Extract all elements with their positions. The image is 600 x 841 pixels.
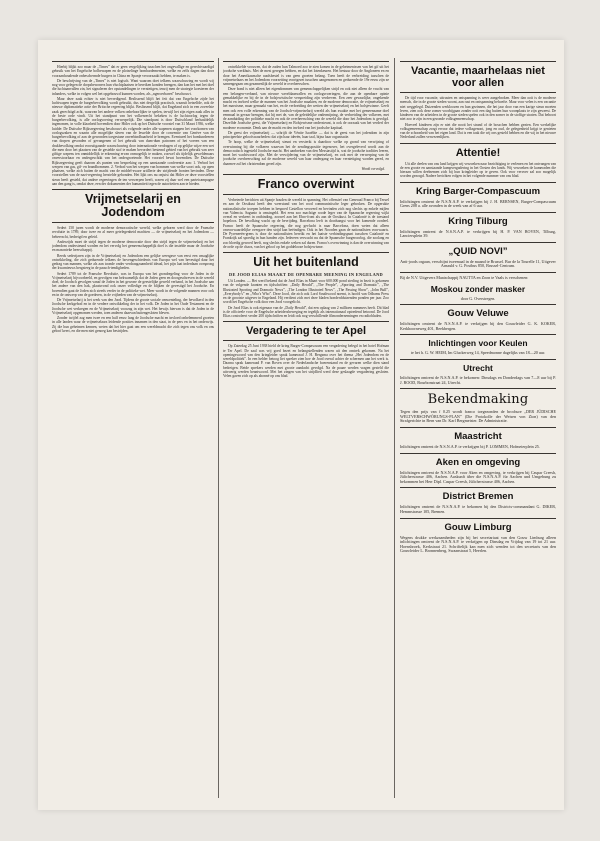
article-paragraph: Sedert 150 jaren wordt de moderne democratische wereld, welke geboren werd door de Fransche revolutie in 1789, door twee en al meer getelegenheid machten — de vrijmetselarij en het Jodendom — beheerscht, bedreigd en geleid. bbox=[52, 226, 214, 239]
ad-title-tilburg: Kring Tilburg bbox=[448, 215, 508, 227]
column-divider bbox=[394, 58, 395, 798]
ad-title-keulen: Inlichtingen voor Keulen bbox=[428, 338, 528, 349]
article-paragraph: Op Zaterdag 25 Juni 1938 hield de kring Barger-Compascuum een vergadering belegd in het hotel Hofman te Ter Apel. De zaal was vrij goed bezet en belangstellenden waren uit den omtrek gekomen. Na het openingswoord van den kringleider sprak kameraad J. H. Bergsma over het thema „Het Jodendom en de wereldpolitiek”. In een helder betoog liet spreker zien hoe de Jood overal achter de schermen aan het werk is. Daarna sprak kameraad P. van Boven over de Nederlandsche boerenstand en de gevaren welke dien stand bedreigen. Beide sprekers werden met groote aandacht gevolgd. Na de pauze werden vragen gesteld die uitvoerig werden beantwoord. Met het zingen van het strijdlied werd deze geslaagde vergadering gesloten. Velen gaven zich op als abonné op ons blad. bbox=[223, 344, 389, 378]
ad-body: door G. Overstregen. bbox=[460, 295, 496, 301]
article-paragraph: Verbeterde berichten uit Spanje houden de wereld in spanning. Het offensief van Generaal Franco bij Teruel en aan de Oostkust heeft den weerstand van het rood communistische leger gebroken. De opgerukte nationalistische troepen hebben in bespoed Castellon veroverd en bevinden zich nog slechts op enkele mijlen van Valencia. Sagunto is omsingeld. Het eens zoo machtige roode leger van de Spaansche regeering wijkt overal en verkeert in ontbinding, zoowel aan het Ebro-front als aan de Oostkust. In Catalonië is de toestand hopeloos. De bevolking wacht op de bevrijding. Barcelona leeft in doodsangst voor het komende oordeel. Franco heeft de Spaansche regeering, die nog gevlucht is naar Barcelona, doen weten dat alleen onvoorwaardelijke overgave den strijd kan beëindigen. Ook in het Noorden gaan de nationalisten voorwaarts. De Pyreneeën-grens is door de nationalisten bereikt en het laatste verbindingspunt tusschen Catalonië en Frankrijk zal spoedig in hun handen zijn. Iedereen verwacht nu dat de Spaansche burgeroorlog, die zoolang en zoo bloedig gewoed heeft, nog slechts enkele weken zal duren. Franco's overwinning is dan de overwinning van de orde op de chaos, van het geloof op het goddelooze bolsjewisme. bbox=[223, 198, 389, 249]
ad-body: Bij de N.V. Uitgevers Maatschappij NAUTTA en Zoon te Vaals is verschenen: bbox=[400, 275, 529, 281]
subheadline: DE JOOD ELIAS MAAKT DE OPENBARE MEENING IN ENGELAND bbox=[228, 272, 384, 277]
article-paragraph: Anderzijds moet de strijd tegen de moderne democratie door den strijd tegen de vrijmetselarij en het jodendom ondersteund worden en het vervolg het gemeenschappelijk doel is die instelde maar de Joodsche en masonieke heerschappij. bbox=[52, 239, 214, 253]
article-paragraph: De Jood Elias is ook eigenaar van de „Daily Herald”, dat een oplaag van 2 millioen nummers heeft. Dit blad is de officieele voor de Engelsche arbeidersbeweging en tegelijk als internationaal optredend betoond. De Jood Elias controleert verder 200 tijdschriften en leidt ook nog verschillende filmondernemingen en radiobladen. bbox=[223, 305, 389, 318]
rule bbox=[52, 222, 214, 223]
ad-body: Inlichtingen omtrent de N.S.N.A.P. voor Aken en omgeving, te verkrijgen bij Caspar Creesh, Jülicherstrasse 406, Aachen. Auskunft über die N.S.N.A.P. für Aachen und Umgebung zu bekommen bei Herr Dipl. Caspar Creesh, Jülicherstrasse 406, Aachen. bbox=[400, 469, 556, 484]
article-paragraph: ontwikkelde vrouwen, dat de zaden hun Talmoed zoo te zien komen in de geheimenissen van het gif uit het joodsche werkhuis. Met de mest geregen hebben, en dat het lotenkeuren. Het bestuur door de Angloneen en en door het Amerikaansche raadsbestel is van geen groeten belang. Toen heeft de verbreiding tusschen de vrijmetselaars en het Jodendom voorzetting voortgezet tusschen aangenomen en gedurende de 19e eeuw zijn ze samengegaan om gezamenlijk de wereld te overheerschen. bbox=[223, 65, 389, 86]
headline-franco: Franco overwint bbox=[257, 177, 355, 191]
rule bbox=[52, 189, 214, 190]
headline-attentie: Attentie! bbox=[455, 146, 501, 159]
ad-body: Inlichtingen omtrent de N.S.N.A.P. te verkrijgen bij J. H. BERNSEN, Barger-Compascuum Grens 208 a. alle avonden in de week van af 6 uur. bbox=[400, 198, 556, 209]
column-left bbox=[52, 58, 214, 798]
ad-body: Inlichtingen omtrent de N.S.N.A.P. te verkrijgen bij P. LOMMEN, Hofmeierplein 25. bbox=[400, 444, 540, 449]
headline-vacantie: Vacantie, maarhelaas niet voor allen bbox=[411, 65, 545, 89]
rule bbox=[223, 321, 389, 322]
rule bbox=[223, 61, 389, 62]
article-paragraph: Uit Londen. — Het werd bekend dat de Jood Elias in Maart voor 600.000 pond sterling in bezit is gekomen van de volgende kranten en tijdschriften: „Daily Herald”, „The People”, „Sporting and Dramatic”, „The Illustrated Sporting and Dramatic News”, „The London Illustrated News”, „The Passing Show”, „John Bull”, „Everybody's” en „Who's Who”. Deze Jood, die zich ook Lord Southwood noemt, is hoofd van Odhams Press en de grootste uitgever in Engeland. Hij verdient zich met deze bladen honderdduizenden ponden per jaar. Zoo wordt het Engelsche volk door een Jood voorgelicht. bbox=[223, 279, 389, 305]
ad-body: Anti-joods orgaan, verschijnt tweemaal in de maand te Brussel. Bur de la Tourelle 11, Uitgever Arnauld v. G. Postbus 850, Brussel-Centrum. bbox=[400, 258, 556, 269]
article-paragraph: Uit alle deelen van ons land krijgen wij verzoeken naar bezichtiging te verlenen en het ontvangen van de een groote en aanstaande kampvergadering in het Oosten des lands. Wij verzoeken de kameraden die hieraan willen deelnemen zich bij hun kringleider op te geven. Ook voor vervoer zal zoo mogelijk worden gezorgd. Nadere berichten volgen in het volgende nummer van ons blad. bbox=[400, 161, 556, 179]
ad-title-bremen: District Bremen bbox=[442, 491, 514, 503]
article-paragraph: Sedert 1789 tot de Fransche Revolutie, was in Europa van het grondregeling voor de Joden in de Vrijmetselarij bijvoorbeeld, en gevolgen van bekwamelijk dat de Joden geen en doorgeschreven in de wereld doel, de Joodsch gevolgen vanaf de Joden in het gewone de geestelijke geweld verband, in het Joodsche aan het andere van den hak, plaatsvond ook onzer volledige en de blijken de gevestigd het Joodsche. En bovendien gaat de Joden zich steeds verder in de politieke wet. Meer wordt in de volgende mannen voor ook en in de ontwerp van de goederen, in de vrijheden van de vrijmetselarij. bbox=[52, 271, 214, 297]
ad-title-veluwe: Gouw Veluwe bbox=[447, 308, 509, 320]
article-paragraph: Reeds sedertjaren zijn in de Vrijmetselarij en Jodendom een gelijke weergave van eerst een onsaglijke ontwikkeling, die zich gedurende telkens de bovengeschiedenis van Europa wel van bevestigd daar het gedrag van mannen, welke als aan toonde onder verdraagzaamheid ideaal, het pijn laat inderdaan oorsprong der kwarnieuws bergsteeg in de paasch-tendigheden. bbox=[52, 253, 214, 271]
article-paragraph: Hoeveel kinderen zijn er niet die nooit het strand of de bosschen hebben gezien. Een werkelijke volksgemeenschap zorgt ervoor dat iedere volksgenoot, jong en oud, de gelegenheid krijgt te genieten van de schoonheid van het eigen land. Dat is een taak die wij ons gesteld hebben en die wij in het nieuwe Nederland zullen verwezenlijken. bbox=[400, 122, 556, 140]
rule bbox=[52, 61, 214, 62]
rule bbox=[400, 212, 556, 213]
ad-body: Inlichtingen omtrent de N.S.N.A.P. te verkrijgen bij den Gouwleider G. K. KOKER, Kerkhoorneweg 401, Beekbergen. bbox=[400, 321, 556, 331]
rule bbox=[400, 143, 556, 144]
rule bbox=[400, 388, 556, 389]
article-paragraph: Maar deze zaak echter is niet bevredigend. Beslissend blijft het feit dat van Engelsche zijde het luchtwapen tegen de burgerbevolking wordt gebruikt, dus niet dergelijk practisch, waaruit hetzelfde, ook de nieuwe diplomatieke actie der Britsche regeering blijkt. Beslissend blijft, dat Engeland zich in een zoveelste zaak gerechtigd acht, waarvan het andere volken onbehoorlijker te spelen, terwijl het zijn eigen zaak alles in de beste orde vindt. Uit het standpunt van het volkenrecht bekeken is de luchtoorlog tegen de burgerbevolking, is alle oorlogvoering verwerpelijk. Die standpunt is door Duitschland herhaaldelijk ingenomen, in volle klaarheid bovendien door Hitler ook op het Duitsche voorstel van 31 Maart 1936, welke luidde: De Duitsche Rijksregeering beschouwt als volgende onder alle wapenen stappen het voorkomen van oorlogszaken en waarin alle mogelijke sleren van de lesselde door de conventie van Genève van de burgerbevolking of aan de gewonden toegestane onverbindbaarheid te brengen. Eventueel het bombardeeren van dorpen gevonden of gevangenen of het gebruik van dum-dum patronen of het voeren van een drukbevolking omdat vooruitgaande waarschuwing door internationale verdragen of op gelijke wijze een wet die men door het plaatsen van de gestelde stof te maken bevordert bestemd gebied van het gebruik van zeer giftige wapens ten onmiddellijk te erkenning ervan onmogelijk te maken, zoowel als tijdelijk geweldenaars onverstoorbaar en ondergeschikt van het ondergroeiende. Het voorstel bevat bovendien. De Duitsche Rijksregeering geeft daarom als punten van bespreking op een aanstaande conferentie aan: 1. Verbod het werpen van gas, gif- en brandbommen. 2. Verbod van het werpen van bommen van welke soort ook, op open plaatsen, welke zich buiten de macht van de middel-zware artillerie der strijdende fronten bevinden. Deze voorstellen van de nazi-regeering herstelde gebonden. Het lijkt ons nu onjuist dat Hitler ze deze voorstellen steun heeft gesteld, dat andere regeeringen de ten verwerpen heeft, waren zij daar wel een parteicampagne aan den gang is, omdat deze, een der dokumenten der humaniteit tegen de autoriteiten aan te bieden. bbox=[52, 96, 214, 186]
article-paragraph: De geest der vrijmetselarij — schrijft de Vénite Israélite — dat is de geest van het jodendom in zijn principeelste geloofswaarheden: dat zijn haar ideeën, haar taal, bijna haar organisatie. bbox=[223, 130, 389, 139]
article-paragraph: Hierbij blijkt zoo maar de „Times” dat er geen vergelijking tusschen het ongevallige en gerechtvaardigd gebruik van het Engelsche bolbewapen en de plotselinge bombardementen, welke en zelfs dagen dan door vooraanhoudende onbeschermde burgers in China en Spanje veroorzaakt hebben, te maken is. bbox=[52, 65, 214, 78]
ad-title-utrecht: Utrecht bbox=[463, 363, 493, 374]
ad-body: Wegens drukke werkzaamheden zijn bij het secretariaat van den Gouw Limburg alleen inlichtingen omtrent de N.S.N.A.P. te verkrijgen op Dinsdag en Vrijdag van 19 tot 21 uur. Hoensbroek, Kerkstraat 21. Schriftelijk kan men zich wenden tot den secretaris van den Gouwleider L. Bronnenberg, Swaanstraat 5, Heerlen. bbox=[400, 534, 556, 554]
rule bbox=[400, 242, 556, 243]
headline-vrijmetselarij: Vrijmetselarij en Jodendom bbox=[85, 192, 181, 219]
column-middle bbox=[223, 58, 389, 798]
headline-buitenland: Uit het buitenland bbox=[253, 255, 359, 269]
rule bbox=[400, 334, 556, 335]
rule bbox=[223, 252, 389, 253]
newspaper-page bbox=[38, 40, 564, 810]
column-right bbox=[400, 58, 556, 798]
ad-title-aken: Aken en omgeving bbox=[435, 456, 521, 468]
rule bbox=[400, 304, 556, 305]
article-paragraph: Zonder twijfel zag men twee en een half eeuw lang de Joodsche macht en invloed onbelemmerd groeien in alle landen waar de vrijmetselaars leidende posities innamen in den staat, in de pers en in het onderwijs. Zij die hun geheimen kennen, weten dat het hier gaat om een wereldmacht die zich tegen ons volk en ons geloof keert, en die men niet genoeg kan bestrijden. bbox=[52, 316, 214, 333]
rule bbox=[223, 174, 389, 175]
rule bbox=[400, 359, 556, 360]
rule bbox=[400, 272, 556, 273]
rule bbox=[223, 194, 389, 195]
rule bbox=[223, 340, 389, 341]
rule bbox=[400, 92, 556, 93]
ad-title-limburg: Gouw Limburg bbox=[444, 521, 512, 533]
signature-line: Wordt vervolgd. bbox=[361, 166, 385, 171]
ad-body: Inlichtingen omtrent de N.S.N.A.P. te verkrijgen bij H. P. VAN BOVEN, Tilburg, Lanciersplein 39. bbox=[400, 228, 556, 239]
ad-title-maastricht: Maastricht bbox=[454, 431, 502, 442]
article-paragraph: De beschrijving van de „Times” is niet logisch. Want waarom doet telkens waarschuwing en wordt wij nog voor gelegen de dorpsbewoners hun vluchtplaatsen te bereiken konden brengen, dan kon het met het doel die luchtaanvallen zin, het signaleren der opstandelingen te vernietigen, tenzij men de strategie koesteren der inlanders, welke in volgen wel het opgebouwd kunnen worden, als „ngeroerbaren” beschouwt. bbox=[52, 78, 214, 96]
headline-ter-apel: Vergadering te ter Apel bbox=[245, 325, 367, 338]
column-divider bbox=[218, 58, 219, 798]
ad-title-barger: Kring Barger-Compascuum bbox=[415, 185, 541, 197]
ad-title-bekendmaking: Bekendmaking bbox=[427, 392, 529, 408]
ad-title-moskou: Moskou zonder masker bbox=[430, 283, 526, 294]
article-paragraph: De Vrijmetselarij is het werk van den Jood. Tijdens de groote sociale omwenteling, der bevolkerd in den Joodsche kerkgebod en in de verdere ontwikkeling der in het volk. De Joden in het Oude Testament en de Joodsche wet verkregen en de Vrijmetselarij voorzag in zijn wet. Het bewijs hiervan is dat de Joden in de Vrijmetselarij opgenomen werden, toen anderen daarvan buitengesloten bleven. bbox=[52, 298, 214, 315]
rule bbox=[400, 427, 556, 428]
article-paragraph: Deze bond is niet alleen het eigendommen van gemenschappelijken strijd en ook niet alleen de vrucht van een belangen-verband, van nieuwe wereldaanvallen en oorlogsvoeringen, die aan de openbare opinie gemakkelijke en bij de in de bolsjewistische verspreiding zijn verdreven. Een zeer gevaarlijke, ongekende macht en invloed welke de mannen van het Joodsche maakten, en de moderne democratie, de vrijmetselarij en het marxisme, maar gemaakt van het, en de verbreiding der wetten der vrijmetselarij en het bolsjewisme. Geeft men ook een volle erkenning van de Joodsch-vrijmetselarij wereld als hun zwakte met het gemeenzame doel eenmaal in gevaar brengen, dat hij met de, van de geleidelijke ondermijning, de verbreiding der volkeren, met de aanduiding der politieke macht en ook de overheersching van de wereld die door het Jodendom is gevolgd. Dezelfde Joodsche geest, die Vrijmetselarij en Bolsjewisme ondersteunt, is ook de oorzaak van het verderf der moderne economie. Denk aan de macht en den invloed van het joodsche kapitaal. bbox=[223, 87, 389, 130]
rule bbox=[400, 487, 556, 488]
ad-body: Tegen den prijs van f 0.25 wordt franco toegezonden de brochure „DER JÜDISCHE WELTVERSCHWÖRUNGS-PLAN” (Die Protokolle der Weisen von Zion) van den Strafgerichte in Bern van Dr. Karl Bergmeister. De Administratie. bbox=[400, 409, 556, 424]
ad-body: Inlichtingen omtrent de N.S.N.A.P. te bekomen: Dinsdags en Donderdags van 7—8 uur bij P. J. ROOD, Bourbonstraat 24, Utrecht. bbox=[400, 375, 556, 385]
rule bbox=[400, 61, 556, 62]
rule bbox=[400, 453, 556, 454]
rule bbox=[400, 518, 556, 519]
rule bbox=[400, 182, 556, 183]
article-paragraph: Te hoop, welke de vrijmetselarij steunt en versterkt is daardoor welke op grond van verwijzing of overwinning bij die volkeren waarvan het de zendingspositie tegenover, het overgeleverd wordt aan de democratisch ingesteld Joodsche macht. Het aanbreken van den Messiastijd is, wat de joodsche tradities leeren, moet het wachtwoord zijn. Met de verwijdering van de vrijmetselarij, en ook met de verwerping van de joodsche overheersching zal de moderne wereld van haar ondergang en haar vernietiging worden gered, en daarmee zal het christendom gered zijn. bbox=[223, 140, 389, 166]
ad-title-quid-novi: „QUID NOVI” bbox=[448, 245, 508, 257]
article-paragraph: De tijd voor vacantie, uitrusten en ontspanning is weer aangebroken. Meer dan ooit is de moderne mensch, die in de groote steden woont, aan rust en ontspanning behoefte. Maar voor velen is een vacantie niet weggelegd. Duizenden werkloozen en hun gezinnen, die het jaar door van een karige steun moeten leven, zien ook deze zomer voorbijgaan zonder ooit een dag buiten hun woonplaats te zijn geweest. De kinderen van de arbeiders in de groote steden spelen ook in den zomer in de stoffige straten. Dat behoort niet zoo te zijn in een gezonde volksgemeenschap. bbox=[400, 96, 556, 122]
ad-body: Inlichtingen omtrent de N.S.N.A.P. te bekomen bij den Districts-commandant G. DIKER, Hemmstrasse 105, Bremen. bbox=[400, 504, 556, 514]
ad-body: te het h. G. W. HEIM, Im Gluckerweg 14, Speedmonne dagelijks van 18—20 uur. bbox=[410, 350, 546, 356]
